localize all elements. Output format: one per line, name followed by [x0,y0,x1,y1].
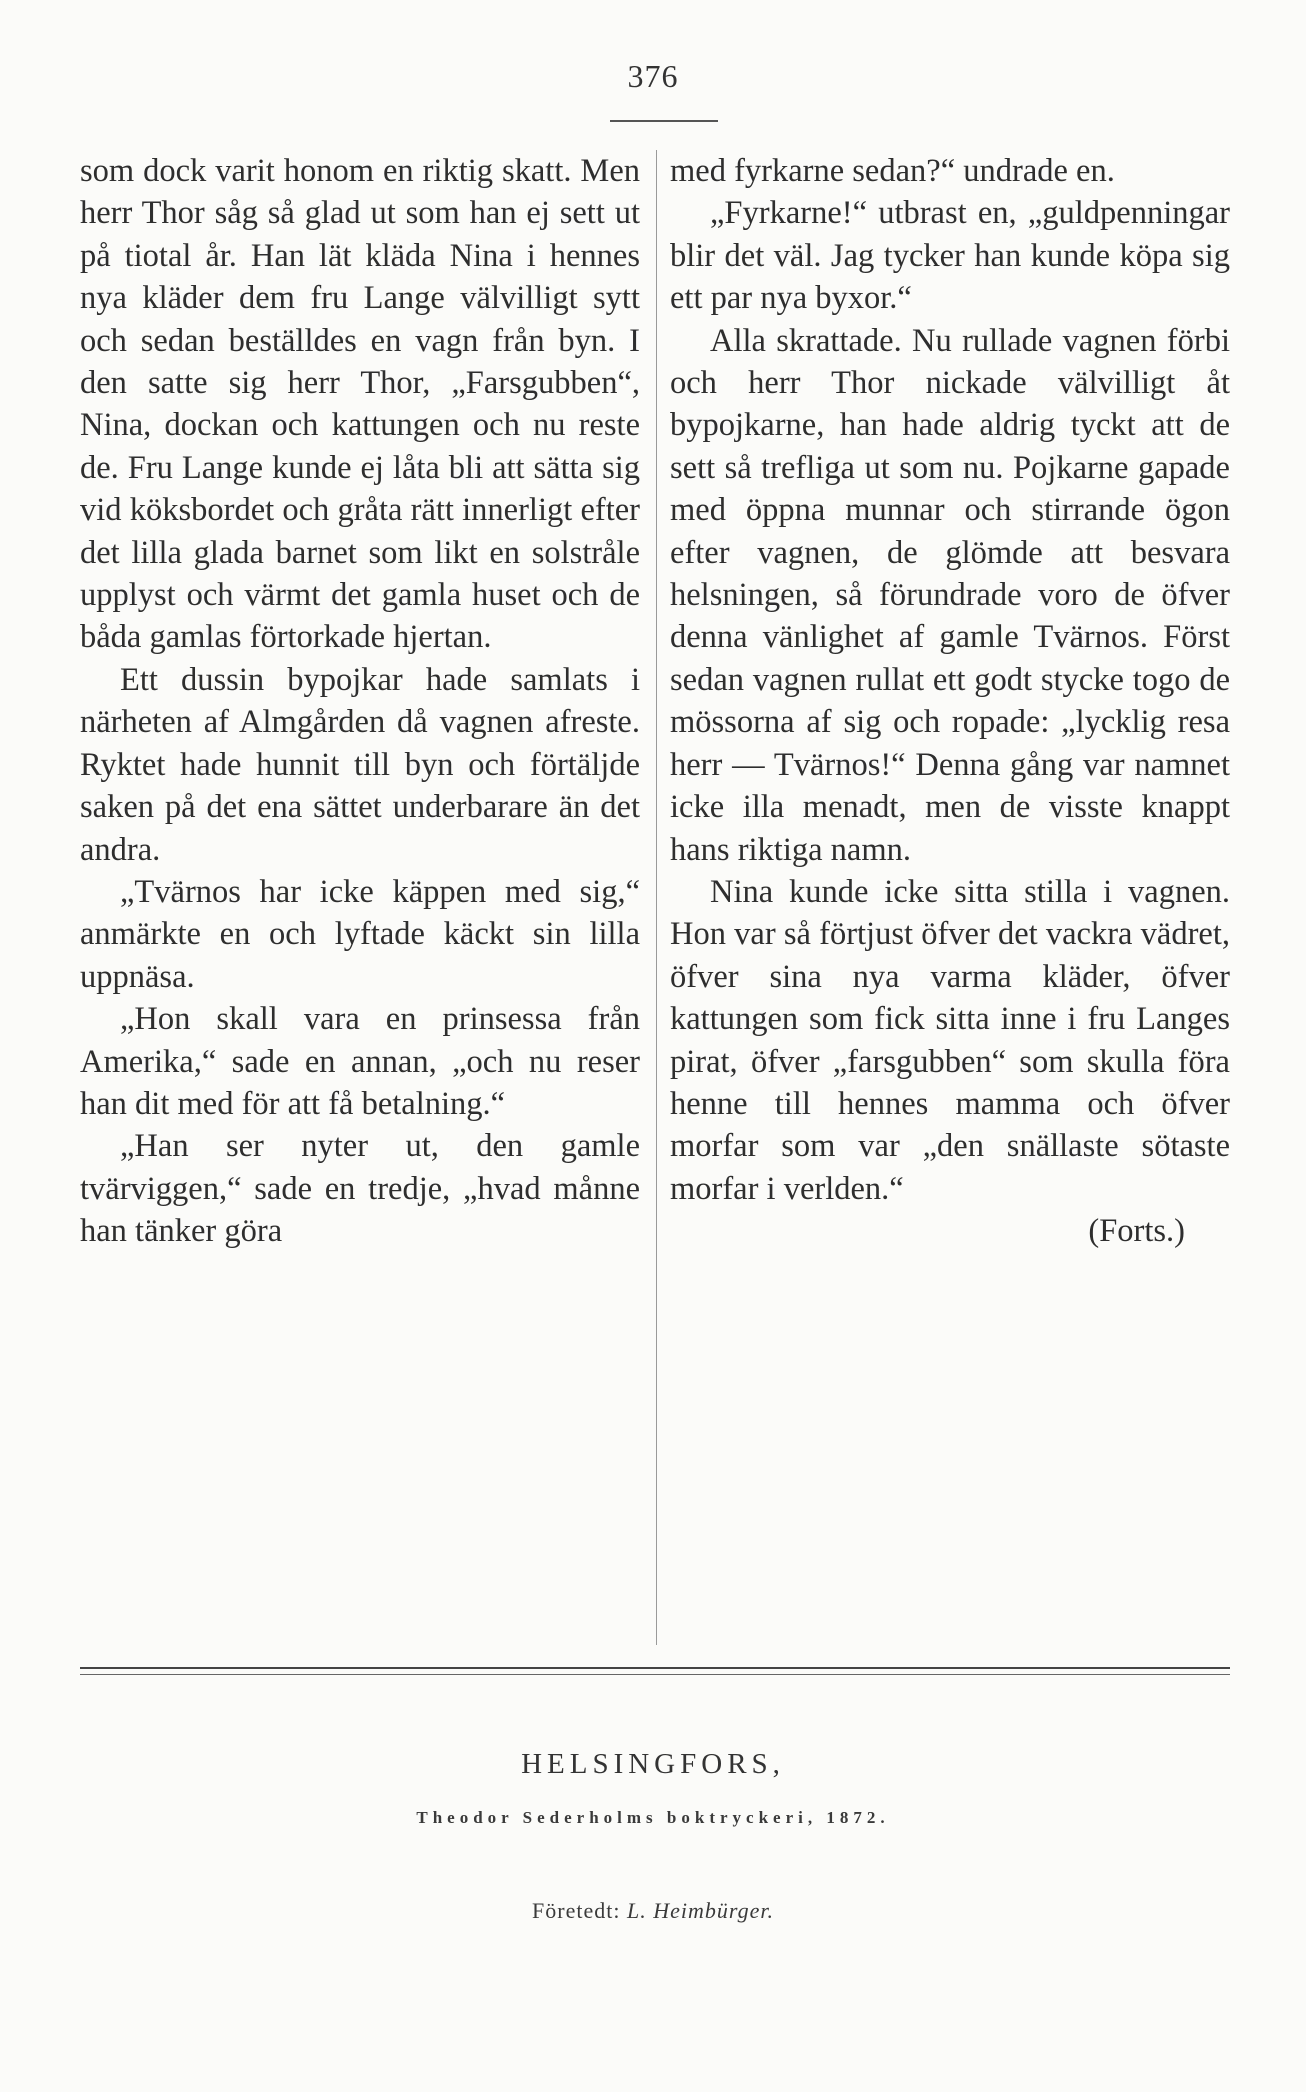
right-paragraph-4: Nina kunde icke sitta stilla i vagnen. Hon var så förtjust öfver det vackra vädret, öfver sina nya varma kläder, öfver kattungen som fick sitta inne i fru Langes pirat, öfver „farsgubben“ som skulla föra henne till hennes mamma och öfver morfar som var „den snällaste sötaste morfar i verlden.“ [670,873,1230,1207]
continued-note: (Forts.) [1088,1213,1185,1250]
page-number-rule [610,120,718,122]
censor-name: L. Heimbürger. [626,1898,774,1923]
column-divider [656,150,657,1645]
censor-label: Företedt: [532,1898,627,1923]
footer-rule-bottom [80,1674,1230,1675]
right-paragraph-3: Alla skrattade. Nu rullade vagnen förbi och herr Thor nickade välvilligt åt bypojkarne, han hade aldrig tyckt att de sett så trefliga ut som nu. Pojkarne gapade med öppna munnar och stirrande ögon efter vagnen, de glömde att besvara helsningen, så förundrade voro de öfver denna vänlighet af gamle Tvärnos. Först sedan vagnen rullat ett godt stycke togo de mössorna af sig och ropade: „lycklig resa herr — Tvärnos!“ Denna gång var namnet icke illa menadt, men de visste knappt hans riktiga namn. [670,322,1230,868]
imprint-printer: Theodor Sederholms boktryckeri, 1872. [416,1808,890,1827]
left-paragraph-3: „Tvärnos har icke käppen med sig,“ anmärkte en och lyftade käckt sin lilla uppnäsa. [80,873,640,995]
left-column [80,150,640,1253]
left-paragraph-5: „Han ser nyter ut, den gamle tvärviggen,“ sade en tredje, „hvad månne han tänker göra [80,1128,640,1250]
imprint-city: HELSINGFORS, [521,1748,785,1780]
right-paragraph-2: „Fyrkarne!“ utbrast en, „guldpenningar blir det väl. Jag tycker han kunde köpa sig ett par nya byxor.“ [670,195,1230,317]
left-paragraph-1: som dock varit honom en riktig skatt. Men herr Thor såg så glad ut som han ej sett ut på tiotal år. Han lät kläda Nina i hennes nya kläder dem fru Lange välvilligt sytt och sedan beställdes en vagn från byn. I den satte sig herr Thor, „Farsgubben“, Nina, dockan och kattungen och nu reste de. Fru Lange kunde ej låta bli att sätta sig vid köksbordet och gråta rätt innerligt efter det lilla glada barnet som likt en solstråle upplyst och värmt det gamla huset och de båda gamlas förtorkade hjertan. [80,153,640,656]
footer-rule-top [80,1667,1230,1669]
left-paragraph-4: „Hon skall vara en prinsessa från Amerika,“ sade en annan, „och nu reser han dit med för att få betalning.“ [80,1001,640,1122]
right-paragraph-1: med fyrkarne sedan?“ undrade en. [670,153,1115,189]
right-column [670,150,1230,1253]
left-paragraph-2: Ett dussin bypojkar hade samlats i närheten af Almgården då vagnen afreste. Ryktet hade hunnit till byn och förtäljde saken på det ena sättet underbarare än det andra. [80,661,640,868]
censor-line [0,1898,1306,1924]
page-number: 376 [627,58,679,94]
